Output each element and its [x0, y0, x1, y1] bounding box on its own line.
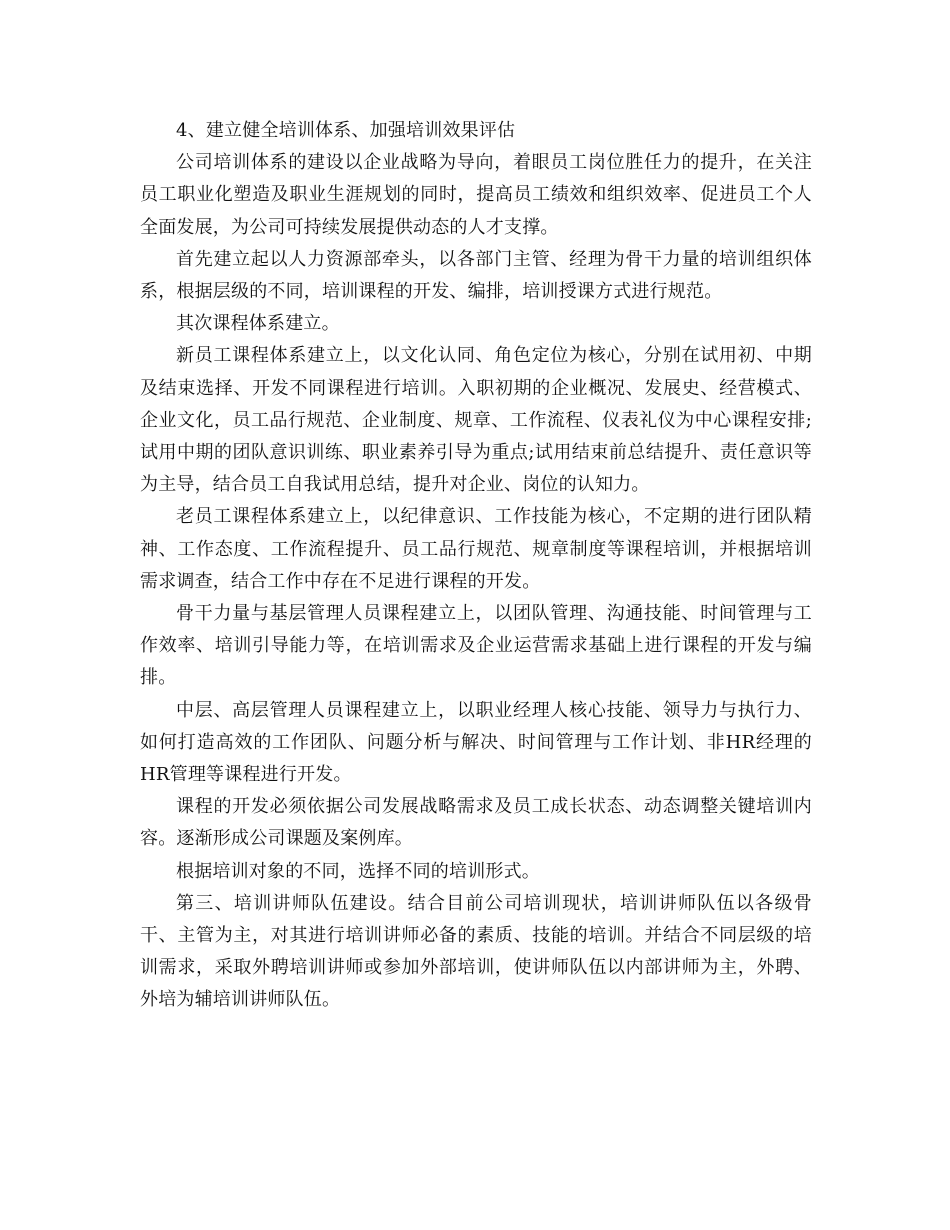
- paragraph: 骨干力量与基层管理人员课程建立上，以团队管理、沟通技能、时间管理与工作效率、培训引导能力等，在培训需求及企业运营需求基础上进行课程的开发与编排。: [140, 603, 812, 689]
- paragraph: 根据培训对象的不同，选择不同的培训形式。: [176, 860, 540, 882]
- paragraph: 公司培训体系的建设以企业战略为导向，着眼员工岗位胜任力的提升，在关注员工职业化塑造及职业生涯规划的同时，提高员工绩效和组织效率、促进员工个人全面发展，为公司可持续发展提供动态的人才支撑。: [140, 152, 812, 238]
- paragraph: 老员工课程体系建立上，以纪律意识、工作技能为核心，不定期的进行团队精神、工作态度、工作流程提升、员工品行规范、规章制度等课程培训，并根据培训需求调查，结合工作中存在不足进行课程的开发。: [140, 506, 812, 592]
- paragraph: 课程的开发必须依据公司发展战略需求及员工成长状态、动态调整关键培训内容。逐渐形成公司课题及案例库。: [140, 796, 812, 850]
- document-body: [140, 115, 812, 1017]
- section-heading: 4、建立健全培训体系、加强培训效果评估: [176, 120, 516, 141]
- paragraph: 第三、培训讲师队伍建设。结合目前公司培训现状，培训讲师队伍以各级骨干、主管为主，对其进行培训讲师必备的素质、技能的培训。并结合不同层级的培训需求，采取外聘培训讲师或参加外部培训，使讲师队伍以内部讲师为主，外聘、外培为辅培训讲师队伍。: [140, 892, 812, 1011]
- paragraph: 新员工课程体系建立上，以文化认同、角色定位为核心，分别在试用初、中期及结束选择、开发不同课程进行培训。入职初期的企业概况、发展史、经营模式、企业文化，员工品行规范、企业制度、规章、工作流程、仪表礼仪为中心课程安排;试用中期的团队意识训练、职业素养引导为重点;试用结束前总结提升、责任意识等为主导，结合员工自我试用总结，提升对企业、岗位的认知力。: [140, 345, 812, 496]
- paragraph: 首先建立起以人力资源部牵头，以各部门主管、经理为骨干力量的培训组织体系，根据层级的不同，培训课程的开发、编排，培训授课方式进行规范。: [140, 248, 812, 303]
- paragraph: 其次课程体系建立。: [176, 313, 340, 335]
- paragraph: 中层、高层管理人员课程建立上，以职业经理人核心技能、领导力与执行力、如何打造高效的工作团队、问题分析与解决、时间管理与工作计划、非HR经理的HR管理等课程进行开发。: [140, 699, 812, 786]
